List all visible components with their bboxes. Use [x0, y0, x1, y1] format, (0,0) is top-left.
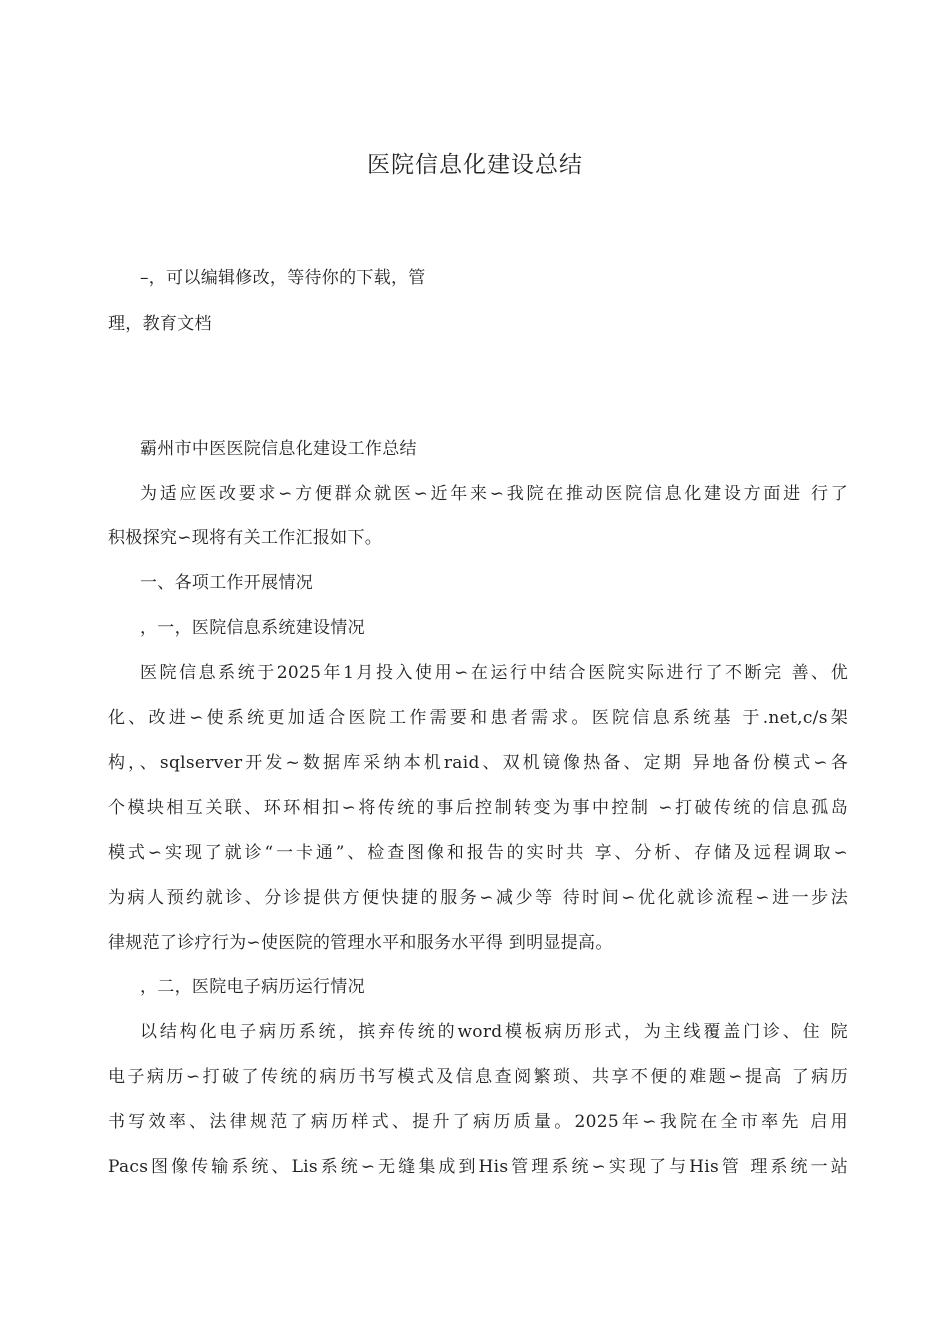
section-heading: 一、各项工作开展情况 [140, 573, 313, 593]
paragraph-line: 书写效率、法律规范了病历样式、提升了病历质量。2025年∽我院在全市率先 启用 [108, 1112, 848, 1132]
paragraph-line: 电子病历∽打破了传统的病历书写模式及信息查阅繁琐、共享不便的难题∽提高 了病历 [108, 1067, 848, 1087]
paragraph-line: 个模块相互关联、环环相扣∽将传统的事后控制转变为事中控制 ∽打破传统的信息孤岛 [108, 798, 848, 818]
paragraph-line: 以结构化电子病历系统，摈弃传统的word模板病历形式，为主线覆盖门诊、住 院 [140, 1022, 848, 1042]
paragraph-line: 化、改进∽使系统更加适合医院工作需要和患者需求。医院信息系统基 于.net,c/s架 [108, 708, 848, 728]
paragraph-line: 律规范了诊疗行为∽使医院的管理水平和服务水平得 到明显提高。 [108, 933, 613, 953]
paragraph-line: 医院信息系统于2025年1月投入使用∽在运行中结合医院实际进行了不断完 善、优 [140, 663, 848, 683]
paragraph-line: 模式∽实现了就诊“一卡通”、检查图像和报告的实时共 享、分析、存储及远程调取∽ [108, 843, 848, 863]
note-line-1: –，可以编辑修改，等待你的下载，管 [140, 268, 426, 288]
document-title: 医院信息化建设总结 [367, 152, 583, 178]
subsection-heading-2: ，二，医院电子病历运行情况 [140, 977, 365, 997]
paragraph-line: 构，、sqlserver开发~数据库采纳本机raid、双机镜像热备、定期 异地备份模式∽各 [108, 753, 848, 773]
subsection-heading-1: ，一，医院信息系统建设情况 [140, 618, 365, 638]
report-subtitle: 霸州市中医医院信息化建设工作总结 [140, 439, 417, 459]
intro-line-1: 为适应医改要求∽方便群众就医∽近年来∽我院在推动医院信息化建设方面进 行了 [140, 484, 848, 504]
note-line-2: 理，教育文档 [108, 314, 212, 334]
paragraph-line: Pacs图像传输系统、Lis系统∽无缝集成到His管理系统∽实现了与His管 理系统一站 [108, 1157, 848, 1177]
intro-line-2: 积极探究∽现将有关工作汇报如下。 [108, 528, 383, 548]
paragraph-line: 为病人预约就诊、分诊提供方便快捷的服务∽减少等 待时间∽优化就诊流程∽进一步法 [108, 888, 848, 908]
